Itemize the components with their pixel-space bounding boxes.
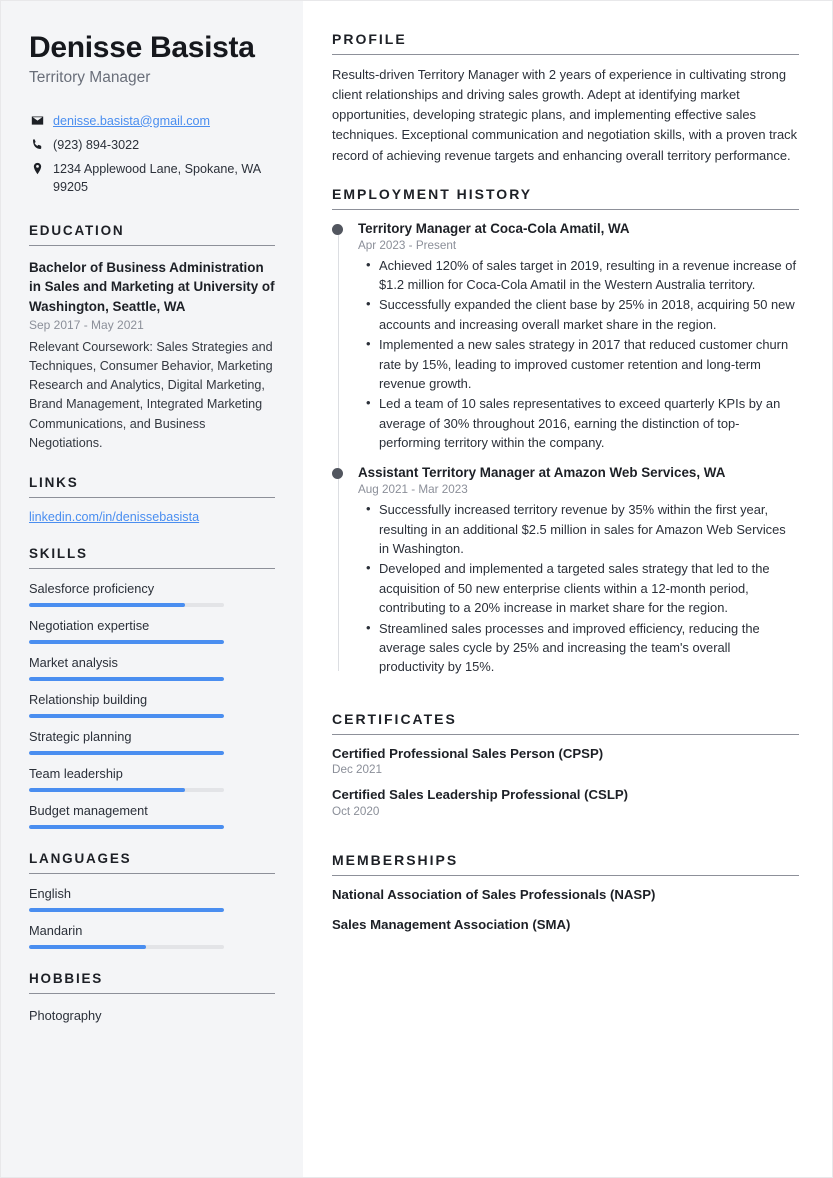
employment-rule	[332, 209, 799, 210]
employment-section	[332, 186, 799, 677]
skill-bar-fill	[29, 603, 185, 607]
language-item	[29, 886, 275, 912]
skill-label: Relationship building	[29, 691, 148, 707]
language-label: Mandarin	[29, 922, 83, 938]
employment-timeline	[332, 220, 799, 677]
certificate-date: Oct 2020	[332, 805, 380, 819]
skill-bar-track	[29, 788, 224, 792]
phone-icon	[29, 136, 46, 151]
job-entry	[358, 220, 799, 453]
education-heading: EDUCATION	[29, 222, 125, 238]
job-bullet: • Implemented a new sales strategy in 2017 that reduced customer churn rate by 15%, leading to improved customer retention and long-term revenue growth.	[379, 335, 799, 393]
skill-bar-track	[29, 603, 224, 607]
certificate-date: Dec 2021	[332, 763, 383, 777]
languages-rule	[29, 873, 275, 874]
map-pin-icon	[29, 160, 46, 175]
language-item	[29, 923, 275, 949]
address-text: 1234 Applewood Lane, Spokane, WA 99205	[53, 162, 261, 195]
skill-bar-track	[29, 714, 224, 718]
profile-text: Results-driven Territory Manager with 2 years of experience in cultivating strong client relationships and driving sales growth. Adept at identifying market opportunities, developing strategic plans, and implementing effective sales techniques. Exceptional communication and negotiation skills, with a proven track record of achieving revenue targets and enhancing overall territory performance.	[332, 67, 798, 163]
job-bullet-list	[358, 256, 799, 453]
hobbies-section	[29, 971, 275, 1025]
language-label: English	[29, 885, 71, 901]
skills-heading: SKILLS	[29, 545, 88, 561]
sidebar	[1, 1, 303, 1177]
skill-bar-track	[29, 751, 224, 755]
education-dates: Sep 2017 - May 2021	[29, 317, 144, 332]
skills-section	[29, 546, 275, 829]
skill-item	[29, 766, 275, 792]
language-bar-track	[29, 945, 224, 949]
skill-item	[29, 729, 275, 755]
memberships-heading: MEMBERSHIPS	[332, 852, 459, 869]
membership-item: National Association of Sales Professionals (NASP)	[332, 887, 656, 903]
candidate-job-title: Territory Manager	[29, 68, 151, 86]
job-dates: Apr 2023 - Present	[358, 238, 457, 252]
languages-section	[29, 851, 275, 949]
envelope-icon	[29, 112, 46, 127]
links-rule	[29, 497, 275, 498]
email-link[interactable]: denisse.basista@gmail.com	[53, 113, 210, 128]
job-bullet: • Developed and implemented a targeted sales strategy that led to the acquisition of 50 new enterprise clients within a 12-month period, contributing to a 20% increase in market share for the region.	[379, 559, 799, 617]
skill-bar-track	[29, 825, 224, 829]
certificates-rule	[332, 734, 799, 735]
profile-rule	[332, 54, 799, 55]
skill-item	[29, 581, 275, 607]
contact-email-row[interactable]	[29, 112, 275, 130]
job-bullet: • Achieved 120% of sales target in 2019, resulting in a revenue increase of $1.2 million for Coca-Cola Amatil in the Western Australia territory.	[379, 256, 799, 295]
section-spacer	[332, 838, 799, 852]
languages-heading: LANGUAGES	[29, 850, 132, 866]
language-bar-fill	[29, 945, 146, 949]
education-rule	[29, 245, 275, 246]
profile-heading: PROFILE	[332, 31, 407, 47]
skill-bar-fill	[29, 825, 224, 829]
skill-label: Team leadership	[29, 765, 123, 781]
contact-address-row	[29, 160, 275, 197]
links-section	[29, 475, 275, 524]
skill-label: Salesforce proficiency	[29, 580, 155, 596]
hobbies-heading: HOBBIES	[29, 970, 104, 986]
main-column	[303, 1, 832, 1177]
membership-item: Sales Management Association (SMA)	[332, 916, 571, 932]
education-section	[29, 223, 275, 453]
links-heading: LINKS	[29, 474, 79, 490]
certificate-title: Certified Professional Sales Person (CPSP)	[332, 745, 604, 761]
candidate-name: Denisse Basista	[29, 31, 255, 64]
language-bar-track	[29, 908, 224, 912]
job-bullet: • Led a team of 10 sales representatives to exceed quarterly KPIs by an average of 30% throughout 2016, earning the distinction of top-performing territory within the company.	[379, 394, 799, 452]
skill-bar-fill	[29, 677, 224, 681]
timeline-dot-icon	[332, 468, 343, 479]
education-degree: Bachelor of Business Administration in Sales and Marketing at University of Washington, Seattle, WA	[29, 259, 275, 314]
certificates-section	[332, 711, 799, 819]
link-item[interactable]: linkedin.com/in/denissebasista	[29, 509, 200, 524]
certificate-item	[332, 745, 799, 777]
job-bullet-list	[358, 500, 799, 676]
job-title: Territory Manager at Coca-Cola Amatil, WA	[358, 220, 630, 236]
skill-item	[29, 803, 275, 829]
contact-list	[29, 112, 275, 197]
language-bar-fill	[29, 908, 224, 912]
hobby-item: Photography	[29, 1007, 102, 1023]
skill-label: Market analysis	[29, 654, 118, 670]
phone-number: (923) 894-3022	[53, 137, 140, 152]
job-bullet: • Streamlined sales processes and improved efficiency, reducing the average sales cycle by 25% and increasing the team's overall productivity by 15%.	[379, 619, 799, 677]
contact-phone-row	[29, 136, 275, 154]
job-bullet: • Successfully expanded the client base by 25% in 2018, acquiring 50 new accounts and increasing overall market share in the region.	[379, 295, 799, 334]
certificates-heading: CERTIFICATES	[332, 710, 457, 727]
skills-rule	[29, 568, 275, 569]
section-spacer	[332, 697, 799, 711]
certificate-item	[332, 786, 799, 818]
skill-label: Strategic planning	[29, 728, 132, 744]
skill-bar-fill	[29, 714, 224, 718]
skill-label: Budget management	[29, 802, 148, 818]
hobbies-rule	[29, 993, 275, 994]
profile-section	[332, 31, 799, 166]
skill-item	[29, 692, 275, 718]
employment-heading: EMPLOYMENT HISTORY	[332, 185, 533, 202]
certificate-title: Certified Sales Leadership Professional (CSLP)	[332, 787, 629, 803]
memberships-section	[332, 852, 799, 934]
education-description: Relevant Coursework: Sales Strategies and Techniques, Consumer Behavior, Marketing Research and Analytics, Digital Marketing, Brand Management, Integrated Marketing Communications, and Business Negotiations.	[29, 339, 273, 450]
timeline-dot-icon	[332, 224, 343, 235]
job-dates: Aug 2021 - Mar 2023	[358, 483, 468, 497]
skill-label: Negotiation expertise	[29, 617, 150, 633]
job-entry	[358, 464, 799, 676]
skill-bar-fill	[29, 788, 185, 792]
skill-bar-fill	[29, 640, 224, 644]
job-title: Assistant Territory Manager at Amazon Web Services, WA	[358, 465, 726, 481]
job-bullet: • Successfully increased territory revenue by 35% within the first year, resulting in an additional $2.5 million in sales for Amazon Web Services in Washington.	[379, 500, 799, 558]
skill-item	[29, 655, 275, 681]
skill-bar-fill	[29, 751, 224, 755]
memberships-rule	[332, 875, 799, 876]
skill-bar-track	[29, 677, 224, 681]
skill-item	[29, 618, 275, 644]
skill-bar-track	[29, 640, 224, 644]
